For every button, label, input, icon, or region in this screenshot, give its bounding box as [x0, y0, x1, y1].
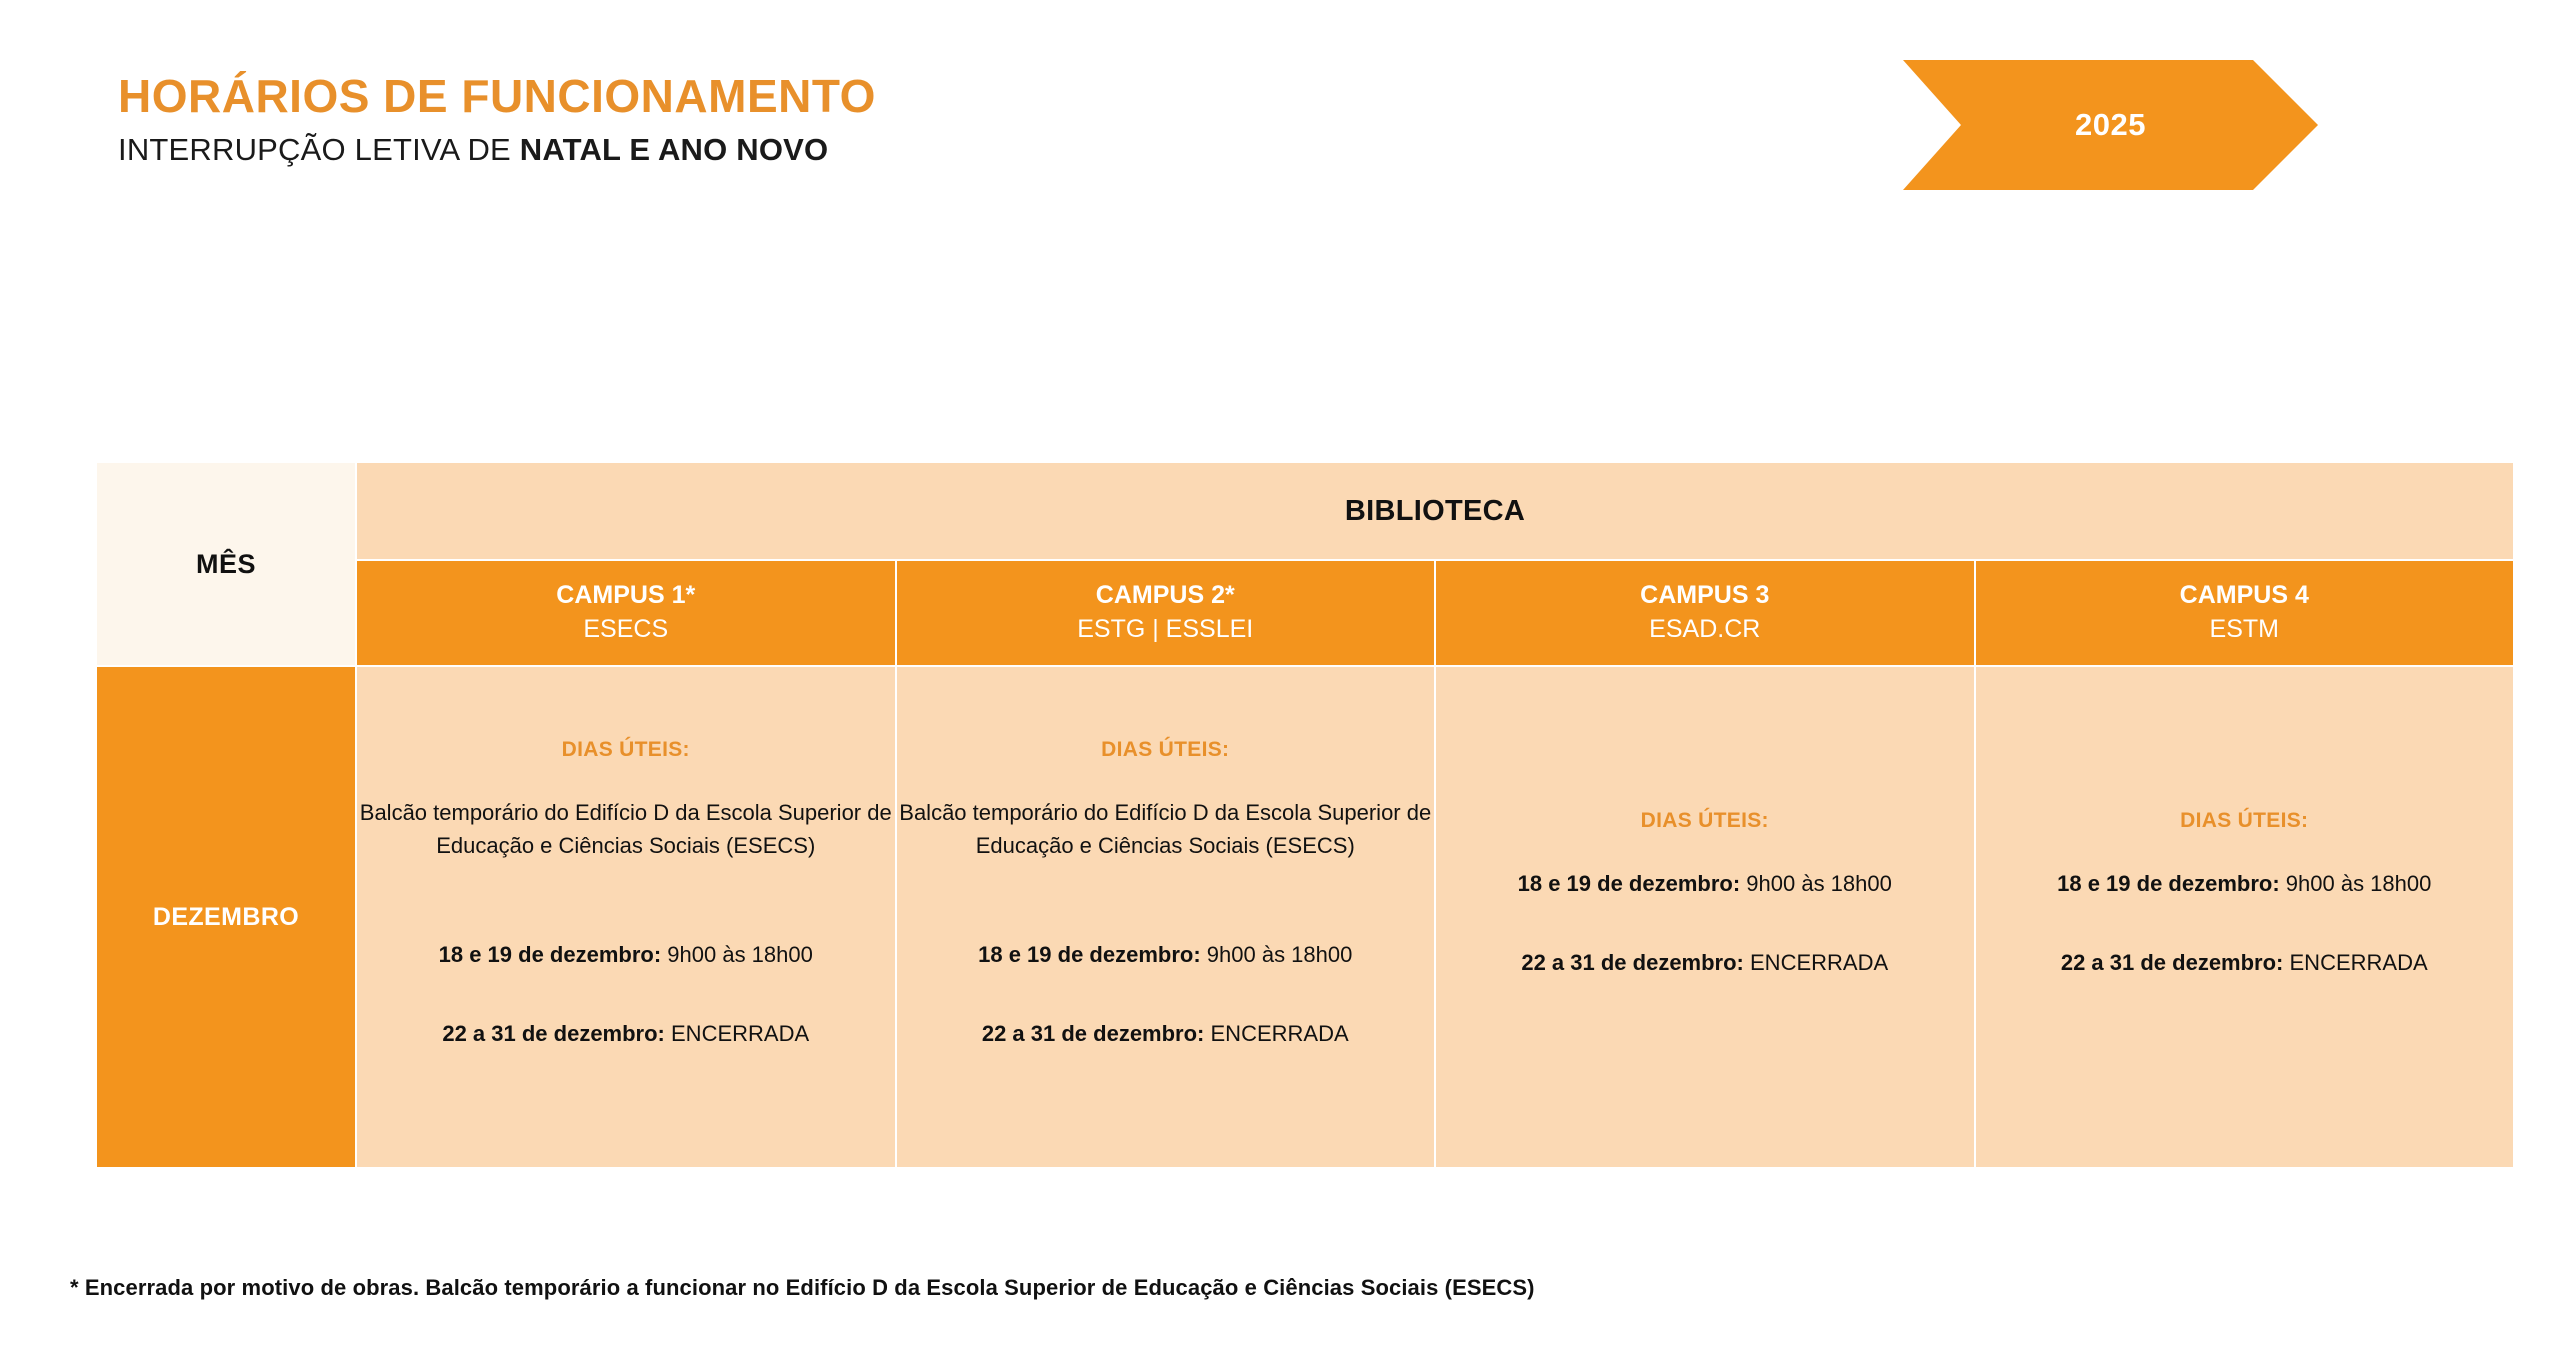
schedule-table	[95, 461, 2515, 1169]
cell-line2-strong-2: 22 a 31 de dezembro:	[981, 1021, 1205, 1046]
cell-line2-rest-4: ENCERRADA	[2283, 950, 2428, 975]
campus-1-sub: ESECS	[583, 615, 669, 643]
cell-line2-4	[1976, 946, 2514, 979]
cell-line2-3	[1436, 946, 1974, 979]
cell-line1-2	[897, 938, 1435, 971]
cell-line2-2	[897, 1017, 1435, 1050]
dias-uteis-label-1: DIAS ÚTEIS:	[561, 738, 690, 761]
schedule-table-wrap	[95, 461, 2515, 1169]
cell-line1-strong-2: 18 e 19 de dezembro:	[978, 942, 1201, 967]
cell-line1-rest-3: 9h00 às 18h00	[1740, 871, 1892, 896]
campus-2-name: CAMPUS 2*	[1095, 581, 1235, 610]
cell-line1-rest-4: 9h00 às 18h00	[2279, 871, 2432, 896]
cell-line1-rest-1: 9h00 às 18h00	[661, 942, 813, 967]
page-subtitle	[118, 132, 1518, 168]
dias-uteis-label-3: DIAS ÚTEIS:	[1640, 809, 1769, 832]
cell-line1-3	[1436, 867, 1974, 900]
cell-line1-strong-3: 18 e 19 de dezembro:	[1517, 871, 1741, 896]
cell-note-2: Balcão temporário do Edifício D da Escola Superior de Educação e Ciências Sociais (ESECS)	[899, 800, 1432, 858]
column-header-campus-1	[356, 560, 896, 666]
table-row	[96, 666, 2514, 1168]
cell-line1-1	[357, 938, 895, 971]
cell-line2-1	[357, 1017, 895, 1050]
cell-dezembro-campus-4	[1975, 666, 2515, 1168]
subtitle-prefix: INTERRUPÇÃO LETIVA DE	[118, 132, 520, 168]
footnote: * Encerrada por motivo de obras. Balcão temporário a funcionar no Edifício D da Escola Superior de Educação e Ciências Sociais (ESECS)	[70, 1275, 1535, 1300]
campus-2-sub: ESTG | ESSLEI	[1077, 615, 1254, 643]
page-title: HORÁRIOS DE FUNCIONAMENTO	[118, 70, 876, 122]
cell-line1-strong-1: 18 e 19 de dezembro:	[438, 942, 662, 967]
column-header-campus-4	[1975, 560, 2515, 666]
dias-uteis-label-2: DIAS ÚTEIS:	[1101, 738, 1230, 761]
row-month-label-dezembro: DEZEMBRO	[96, 666, 356, 1168]
group-header-biblioteca: BIBLIOTECA	[356, 462, 2514, 560]
cell-line2-rest-2: ENCERRADA	[1204, 1021, 1349, 1046]
subtitle-strong: NATAL E ANO NOVO	[519, 132, 829, 168]
cell-line2-rest-1: ENCERRADA	[664, 1021, 810, 1046]
campus-4-name: CAMPUS 4	[2179, 581, 2309, 610]
cell-dezembro-campus-1	[356, 666, 896, 1168]
cell-line2-strong-1: 22 a 31 de dezembro:	[442, 1021, 665, 1046]
column-header-campus-3	[1435, 560, 1975, 666]
cell-line1-strong-4: 18 e 19 de dezembro:	[2057, 871, 2280, 896]
campus-3-name: CAMPUS 3	[1640, 581, 1770, 610]
campus-3-sub: ESAD.CR	[1649, 615, 1761, 643]
cell-line1-rest-2: 9h00 às 18h00	[1200, 942, 1353, 967]
campus-4-sub: ESTM	[2209, 615, 2279, 643]
column-header-campus-2	[896, 560, 1436, 666]
page-header	[118, 72, 1518, 168]
cell-note-1: Balcão temporário do Edifício D da Escola Superior de Educação e Ciências Sociais (ESECS)	[359, 800, 892, 858]
month-column-header: MÊS	[96, 462, 356, 666]
cell-line1-4	[1976, 867, 2514, 900]
year-label: 2025	[2075, 107, 2146, 142]
cell-line2-strong-4: 22 a 31 de dezembro:	[2060, 950, 2284, 975]
cell-dezembro-campus-3	[1435, 666, 1975, 1168]
cell-dezembro-campus-2	[896, 666, 1436, 1168]
year-banner	[1903, 60, 2318, 190]
campus-1-name: CAMPUS 1*	[556, 581, 696, 610]
cell-line2-rest-3: ENCERRADA	[1743, 950, 1889, 975]
table-header-row-2	[96, 560, 2514, 666]
dias-uteis-label-4: DIAS ÚTEIS:	[2180, 809, 2309, 832]
cell-line2-strong-3: 22 a 31 de dezembro:	[1521, 950, 1744, 975]
table-header-row-1	[96, 462, 2514, 560]
